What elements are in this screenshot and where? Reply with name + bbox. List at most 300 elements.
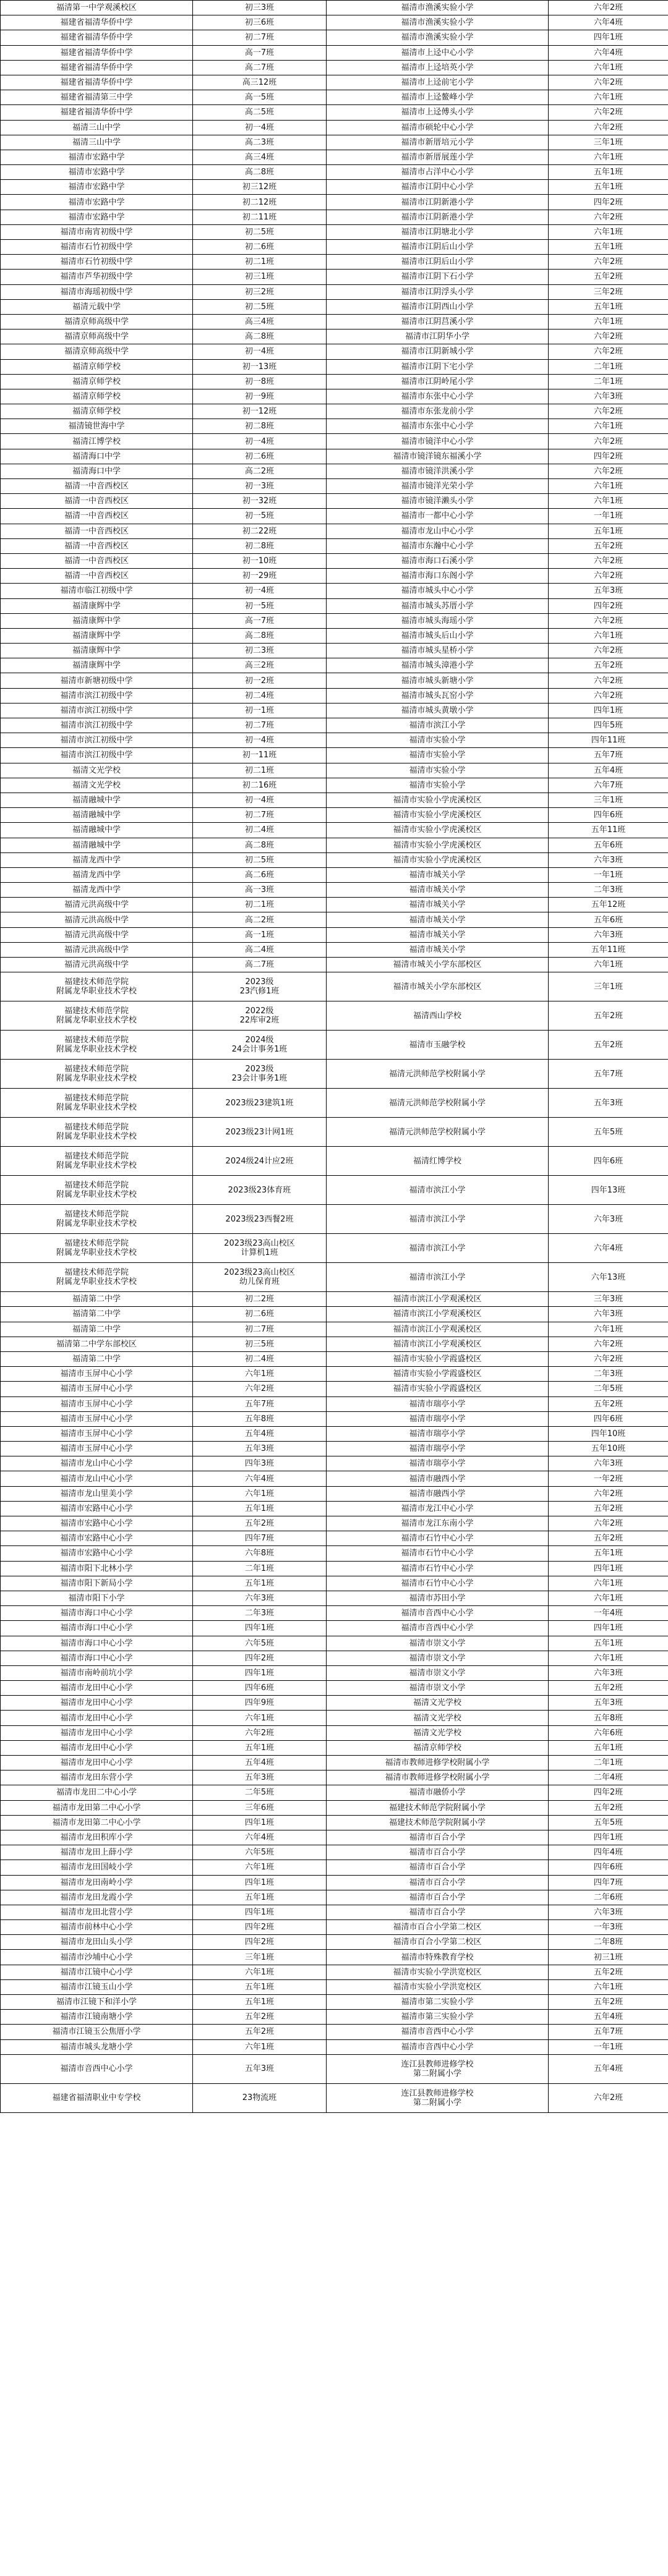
class-right-cell: 一年2班 [549, 1471, 668, 1486]
table-row [1, 1651, 668, 1665]
school-left-cell: 福清市龙田中心小学 [1, 1696, 193, 1711]
class-right-cell: 二年1班 [549, 1756, 668, 1770]
class-right-cell: 四年13班 [549, 1176, 668, 1205]
school-left-cell: 福清元载中学 [1, 299, 193, 314]
school-right-cell: 福清市上迳傅头小学 [327, 105, 549, 120]
school-right-cell: 福清市龙江东南小学 [327, 1516, 549, 1531]
school-right-cell: 福清市滨江小学 [327, 1176, 549, 1205]
school-right-cell: 福清市城关小学东部校区 [327, 972, 549, 1001]
school-right-cell: 福清市石竹中心小学 [327, 1546, 549, 1561]
class-right-cell: 五年6班 [549, 912, 668, 927]
table-row [1, 255, 668, 270]
table-row [1, 449, 668, 464]
class-left-cell: 六年1班 [193, 1367, 327, 1382]
table-row [1, 1292, 668, 1307]
table-row [1, 1965, 668, 1979]
table-row [1, 673, 668, 688]
table-row [1, 60, 668, 75]
table-row [1, 972, 668, 1001]
class-left-cell: 初一4班 [193, 733, 327, 748]
school-left-cell: 福清市龙田中心小学 [1, 1681, 193, 1696]
school-left-cell: 福建技术师范学院 附属龙华职业技术学校 [1, 1118, 193, 1147]
school-left-cell: 福清融城中学 [1, 823, 193, 838]
class-right-cell: 六年2班 [549, 553, 668, 568]
table-row [1, 1875, 668, 1890]
class-right-cell: 二年5班 [549, 1382, 668, 1396]
school-right-cell: 福清市城头海瑶小学 [327, 613, 549, 628]
school-left-cell: 福清市龙田山头小学 [1, 1935, 193, 1950]
school-right-cell: 福清市音西中心小学 [327, 1621, 549, 1636]
school-right-cell: 福清市滨江小学 [327, 1234, 549, 1263]
class-right-cell: 六年1班 [549, 1591, 668, 1605]
class-left-cell: 初二2班 [193, 1292, 327, 1307]
school-right-cell: 福清市新厝培元小学 [327, 135, 549, 150]
class-right-cell: 五年11班 [549, 823, 668, 838]
school-right-cell: 福清市实验小学虎溪校区 [327, 808, 549, 823]
table-row [1, 2083, 668, 2112]
class-left-cell: 六年4班 [193, 1471, 327, 1486]
class-right-cell: 二年8班 [549, 1935, 668, 1950]
table-row [1, 494, 668, 509]
class-left-cell: 初二6班 [193, 1307, 327, 1322]
school-left-cell: 福清市前林中心小学 [1, 1920, 193, 1935]
school-left-cell: 福清市宏路中心小学 [1, 1501, 193, 1516]
school-right-cell: 福清市城关小学 [327, 898, 549, 912]
class-left-cell: 初二22班 [193, 524, 327, 538]
class-left-cell: 五年1班 [193, 1995, 327, 2010]
class-left-cell: 四年1班 [193, 1815, 327, 1830]
class-right-cell: 六年2班 [549, 255, 668, 270]
school-left-cell: 福清市石竹初级中学 [1, 255, 193, 270]
class-right-cell: 六年7班 [549, 778, 668, 793]
class-left-cell: 五年1班 [193, 1890, 327, 1905]
table-row [1, 1890, 668, 1905]
class-left-cell: 2023级 23会计事务1班 [193, 1060, 327, 1089]
school-right-cell: 福清市滨江小学观溪校区 [327, 1292, 549, 1307]
school-left-cell: 福清康辉中学 [1, 658, 193, 673]
table-body [1, 1, 668, 2113]
class-right-cell: 六年1班 [549, 628, 668, 643]
class-right-cell: 六年2班 [549, 75, 668, 90]
class-left-cell: 五年3班 [193, 1770, 327, 1785]
class-right-cell: 五年2班 [549, 1531, 668, 1546]
table-row [1, 404, 668, 419]
table-row [1, 1815, 668, 1830]
class-right-cell: 五年1班 [549, 165, 668, 180]
table-row [1, 748, 668, 763]
school-right-cell: 福清市一都中心小学 [327, 509, 549, 524]
table-row [1, 703, 668, 718]
class-right-cell: 六年2班 [549, 434, 668, 449]
class-right-cell: 二年3班 [549, 883, 668, 898]
class-left-cell: 高二8班 [193, 628, 327, 643]
school-left-cell: 福清融城中学 [1, 793, 193, 807]
class-left-cell: 初一11班 [193, 748, 327, 763]
class-left-cell: 五年4班 [193, 1756, 327, 1770]
school-left-cell: 福清市玉屏中心小学 [1, 1411, 193, 1426]
school-right-cell: 福清市崇文小学 [327, 1651, 549, 1665]
school-left-cell: 福清市新塘初级中学 [1, 673, 193, 688]
school-left-cell: 福清元洪高级中学 [1, 942, 193, 957]
class-left-cell: 六年8班 [193, 1546, 327, 1561]
class-right-cell: 五年1班 [549, 240, 668, 255]
table-row [1, 867, 668, 882]
class-right-cell: 六年3班 [549, 1456, 668, 1471]
class-right-cell: 六年4班 [549, 1234, 668, 1263]
table-row [1, 389, 668, 404]
class-right-cell: 三年1班 [549, 972, 668, 1001]
class-left-cell: 五年4班 [193, 1426, 327, 1441]
class-left-cell: 高二8班 [193, 838, 327, 852]
table-row [1, 1950, 668, 1965]
school-right-cell: 福清市音西中心小学 [327, 1606, 549, 1621]
table-row [1, 688, 668, 703]
school-right-cell: 福清市渔溪实验小学 [327, 15, 549, 30]
school-left-cell: 福清文光学校 [1, 778, 193, 793]
table-row [1, 1205, 668, 1234]
school-left-cell: 福清京师高级中学 [1, 329, 193, 344]
class-left-cell: 四年1班 [193, 1665, 327, 1680]
school-left-cell: 福清京师学校 [1, 389, 193, 404]
class-right-cell: 六年1班 [549, 60, 668, 75]
class-left-cell: 初一1班 [193, 703, 327, 718]
school-right-cell: 福清市百合小学 [327, 1860, 549, 1875]
class-right-cell: 五年1班 [549, 299, 668, 314]
class-left-cell: 初三1班 [193, 270, 327, 284]
school-right-cell: 福清市江阴后山小学 [327, 255, 549, 270]
class-right-cell: 五年11班 [549, 942, 668, 957]
class-right-cell: 六年2班 [549, 569, 668, 584]
school-right-cell: 福清文光学校 [327, 1711, 549, 1725]
class-right-cell: 六年1班 [549, 1322, 668, 1337]
school-right-cell: 福清市江阴莒溪小学 [327, 314, 549, 329]
school-left-cell: 福建技术师范学院 附属龙华职业技术学校 [1, 1205, 193, 1234]
table-row [1, 1830, 668, 1845]
school-right-cell: 福清市特殊教育学校 [327, 1950, 549, 1965]
table-row [1, 2025, 668, 2039]
class-right-cell: 一年4班 [549, 1606, 668, 1621]
class-left-cell: 初二6班 [193, 240, 327, 255]
class-right-cell: 五年5班 [549, 1815, 668, 1830]
class-right-cell: 六年2班 [549, 329, 668, 344]
school-right-cell: 福清红博学校 [327, 1147, 549, 1176]
school-left-cell: 福清市龙田南岭小学 [1, 1875, 193, 1890]
table-row [1, 718, 668, 733]
school-left-cell: 福建技术师范学院 附属龙华职业技术学校 [1, 1089, 193, 1118]
table-row [1, 823, 668, 838]
class-left-cell: 二年5班 [193, 1785, 327, 1800]
class-right-cell: 五年2班 [549, 1800, 668, 1815]
table-row [1, 1905, 668, 1919]
school-left-cell: 福清市宏路中心小学 [1, 1546, 193, 1561]
school-left-cell: 福清市龙田第二中心小学 [1, 1800, 193, 1815]
class-right-cell: 三年1班 [549, 793, 668, 807]
class-right-cell: 四年1班 [549, 1830, 668, 1845]
class-left-cell: 五年1班 [193, 1979, 327, 1994]
table-row [1, 1740, 668, 1755]
class-right-cell: 六年4班 [549, 15, 668, 30]
class-right-cell: 六年1班 [549, 90, 668, 105]
class-left-cell: 初二4班 [193, 1351, 327, 1366]
class-left-cell: 高二3班 [193, 135, 327, 150]
class-left-cell: 六年1班 [193, 2039, 327, 2054]
school-left-cell: 福清京师学校 [1, 374, 193, 389]
school-right-cell: 福清市石竹中心小学 [327, 1531, 549, 1546]
class-right-cell: 五年2班 [549, 1965, 668, 1979]
table-row [1, 359, 668, 374]
class-left-cell: 初一9班 [193, 389, 327, 404]
class-right-cell: 六年2班 [549, 344, 668, 359]
class-left-cell: 四年3班 [193, 1456, 327, 1471]
school-right-cell: 福建技术师范学院附属小学 [327, 1800, 549, 1815]
table-row [1, 1665, 668, 1680]
school-right-cell: 福清市实验小学虎溪校区 [327, 823, 549, 838]
school-right-cell: 福清市江阴新城小学 [327, 344, 549, 359]
class-right-cell: 六年1班 [549, 479, 668, 494]
school-left-cell: 福清市江镜南塘小学 [1, 2010, 193, 2025]
class-right-cell: 五年4班 [549, 763, 668, 778]
school-left-cell: 福清元洪高级中学 [1, 958, 193, 972]
school-right-cell: 福建技术师范学院附属小学 [327, 1815, 549, 1830]
class-right-cell: 五年3班 [549, 584, 668, 598]
class-right-cell: 五年10班 [549, 1442, 668, 1456]
table-row [1, 598, 668, 613]
class-right-cell: 四年1班 [549, 1561, 668, 1576]
table-row [1, 1382, 668, 1396]
school-left-cell: 福清市龙田中心小学 [1, 1725, 193, 1740]
school-left-cell: 福清市海口中心小学 [1, 1651, 193, 1665]
class-left-cell: 初一4班 [193, 793, 327, 807]
school-left-cell: 福建技术师范学院 附属龙华职业技术学校 [1, 1060, 193, 1089]
school-right-cell: 福清市镜洋洪溪小学 [327, 464, 549, 478]
class-right-cell: 五年1班 [549, 180, 668, 195]
class-right-cell: 三年3班 [549, 1292, 668, 1307]
school-left-cell: 福建省福清华侨中学 [1, 30, 193, 45]
school-left-cell: 福清一中音西校区 [1, 479, 193, 494]
table-row [1, 210, 668, 224]
school-right-cell: 连江县教师进修学校 第二附属小学 [327, 2083, 549, 2112]
school-right-cell: 福清市江阴后山小学 [327, 240, 549, 255]
class-left-cell: 四年2班 [193, 1935, 327, 1950]
class-right-cell: 五年7班 [549, 748, 668, 763]
class-left-cell: 二年3班 [193, 1606, 327, 1621]
table-row [1, 1636, 668, 1651]
school-left-cell: 福建技术师范学院 附属龙华职业技术学校 [1, 1176, 193, 1205]
table-row [1, 584, 668, 598]
school-right-cell: 福清元洪师范学校附属小学 [327, 1060, 549, 1089]
school-right-cell: 福清市东张中心小学 [327, 389, 549, 404]
class-left-cell: 初二7班 [193, 718, 327, 733]
class-left-cell: 初一5班 [193, 598, 327, 613]
school-right-cell: 福清市百合小学 [327, 1845, 549, 1860]
school-right-cell: 福清市瑞亭小学 [327, 1456, 549, 1471]
class-left-cell: 初一32班 [193, 494, 327, 509]
table-row [1, 464, 668, 478]
school-right-cell: 福清市城头瓦窑小学 [327, 688, 549, 703]
class-right-cell: 二年1班 [549, 374, 668, 389]
table-row [1, 1725, 668, 1740]
school-left-cell: 福清市龙田二中心小学 [1, 1785, 193, 1800]
school-right-cell: 福清市实验小学虎溪校区 [327, 838, 549, 852]
class-left-cell: 六年2班 [193, 1382, 327, 1396]
class-right-cell: 四年6班 [549, 1147, 668, 1176]
school-left-cell: 福清市滨江初级中学 [1, 748, 193, 763]
table-row [1, 852, 668, 867]
table-row [1, 1546, 668, 1561]
school-right-cell: 福清市江阴下宅小学 [327, 359, 549, 374]
school-right-cell: 福清市滨江小学 [327, 1205, 549, 1234]
class-right-cell: 五年2班 [549, 1031, 668, 1060]
school-left-cell: 福清市滨江初级中学 [1, 718, 193, 733]
school-right-cell: 福清市城关小学东部校区 [327, 958, 549, 972]
school-left-cell: 福清镜世海中学 [1, 419, 193, 434]
class-right-cell: 五年2班 [549, 538, 668, 553]
class-right-cell: 五年8班 [549, 1711, 668, 1725]
class-left-cell: 三年6班 [193, 1800, 327, 1815]
class-left-cell: 初一13班 [193, 359, 327, 374]
school-right-cell: 福清市江阴岭尾小学 [327, 374, 549, 389]
class-right-cell: 六年2班 [549, 1, 668, 15]
school-right-cell: 福清市城关小学 [327, 867, 549, 882]
school-right-cell: 福清市实验小学霞盛校区 [327, 1367, 549, 1382]
table-row [1, 195, 668, 210]
class-left-cell: 2023级23西餐2班 [193, 1205, 327, 1234]
school-right-cell: 福清市城关小学 [327, 942, 549, 957]
school-right-cell: 福清市瑞亭小学 [327, 1411, 549, 1426]
school-left-cell: 福清市阳下小学 [1, 1591, 193, 1605]
class-left-cell: 初二1班 [193, 898, 327, 912]
school-left-cell: 福清第二中学东部校区 [1, 1337, 193, 1351]
table-row [1, 344, 668, 359]
table-row [1, 509, 668, 524]
class-left-cell: 2023级23高山校区 计算机1班 [193, 1234, 327, 1263]
table-row [1, 1471, 668, 1486]
school-left-cell: 福清第一中学观溪校区 [1, 1, 193, 15]
school-right-cell: 福清市城关小学 [327, 912, 549, 927]
class-left-cell: 初一2班 [193, 673, 327, 688]
school-left-cell: 福清元洪高级中学 [1, 927, 193, 942]
school-left-cell: 福建技术师范学院 附属龙华职业技术学校 [1, 1147, 193, 1176]
class-right-cell: 五年2班 [549, 1681, 668, 1696]
table-row [1, 1147, 668, 1176]
school-right-cell: 福清市瑞亭小学 [327, 1442, 549, 1456]
class-right-cell: 四年6班 [549, 1860, 668, 1875]
table-row [1, 1486, 668, 1501]
table-row [1, 1561, 668, 1576]
school-right-cell: 福清市江阴浮头小学 [327, 284, 549, 299]
school-left-cell: 福清海口中学 [1, 449, 193, 464]
table-row [1, 942, 668, 957]
table-row [1, 270, 668, 284]
class-right-cell: 四年4班 [549, 1845, 668, 1860]
school-right-cell: 福清市上迳培英小学 [327, 60, 549, 75]
table-row [1, 284, 668, 299]
class-right-cell: 六年1班 [549, 314, 668, 329]
school-right-cell: 福清市硕轮中心小学 [327, 120, 549, 135]
school-right-cell: 福清市江阴西山小学 [327, 299, 549, 314]
school-right-cell: 福清市第二实验小学 [327, 1995, 549, 2010]
school-left-cell: 福清市滨江初级中学 [1, 703, 193, 718]
class-right-cell: 六年3班 [549, 852, 668, 867]
class-left-cell: 六年1班 [193, 1860, 327, 1875]
table-row [1, 135, 668, 150]
class-left-cell: 初二11班 [193, 210, 327, 224]
class-right-cell: 四年2班 [549, 195, 668, 210]
class-left-cell: 五年2班 [193, 2010, 327, 2025]
class-right-cell: 三年2班 [549, 284, 668, 299]
school-right-cell: 福清市实验小学洪宽校区 [327, 1965, 549, 1979]
school-right-cell: 福清市上迳前宅小学 [327, 75, 549, 90]
class-right-cell: 四年7班 [549, 1875, 668, 1890]
school-left-cell: 福清市龙山中心小学 [1, 1456, 193, 1471]
class-left-cell: 五年3班 [193, 2054, 327, 2083]
class-right-cell: 五年2班 [549, 1501, 668, 1516]
class-right-cell: 二年6班 [549, 1890, 668, 1905]
school-left-cell: 福清市海口中心小学 [1, 1606, 193, 1621]
class-right-cell: 六年1班 [549, 1651, 668, 1665]
school-right-cell: 福清市城头苏厝小学 [327, 598, 549, 613]
school-right-cell: 福清市城关小学 [327, 927, 549, 942]
table-row [1, 1411, 668, 1426]
school-right-cell: 福清市东张龙前小学 [327, 404, 549, 419]
school-left-cell: 福清市龙田第二中心小学 [1, 1815, 193, 1830]
table-row [1, 1696, 668, 1711]
table-row [1, 15, 668, 30]
school-left-cell: 福清市阳下新局小学 [1, 1576, 193, 1591]
school-left-cell: 福清三山中学 [1, 135, 193, 150]
table-row [1, 30, 668, 45]
table-row [1, 1995, 668, 2010]
class-right-cell: 六年2班 [549, 210, 668, 224]
school-right-cell: 福清市新厝展莲小学 [327, 150, 549, 164]
class-left-cell: 五年2班 [193, 2025, 327, 2039]
school-left-cell: 福清市玉屏中心小学 [1, 1396, 193, 1411]
class-right-cell: 五年4班 [549, 2054, 668, 2083]
school-right-cell: 福清市镜洋中心小学 [327, 434, 549, 449]
school-right-cell: 福清市渔溪实验小学 [327, 30, 549, 45]
table-row [1, 1785, 668, 1800]
class-right-cell: 四年1班 [549, 703, 668, 718]
school-right-cell: 福清文光学校 [327, 1696, 549, 1711]
class-left-cell: 高一1班 [193, 927, 327, 942]
school-left-cell: 福清元洪高级中学 [1, 912, 193, 927]
school-left-cell: 福清康辉中学 [1, 644, 193, 658]
table-row [1, 958, 668, 972]
class-left-cell: 初三5班 [193, 1337, 327, 1351]
school-right-cell: 福清市瑞亭小学 [327, 1396, 549, 1411]
school-left-cell: 福清龙西中学 [1, 883, 193, 898]
school-right-cell: 福清市融西小学 [327, 1471, 549, 1486]
school-left-cell: 福清市南宵初级中学 [1, 224, 193, 239]
table-row [1, 628, 668, 643]
table-row [1, 927, 668, 942]
class-left-cell: 五年2班 [193, 1516, 327, 1531]
school-right-cell: 福清市百合小学第二校区 [327, 1935, 549, 1950]
school-right-cell: 福清市城头新塘小学 [327, 673, 549, 688]
school-left-cell: 福清京师高级中学 [1, 314, 193, 329]
class-left-cell: 高三2班 [193, 658, 327, 673]
class-right-cell: 六年2班 [549, 613, 668, 628]
school-left-cell: 福清一中音西校区 [1, 524, 193, 538]
class-left-cell: 四年2班 [193, 1920, 327, 1935]
class-right-cell: 四年6班 [549, 1411, 668, 1426]
class-left-cell: 初一4班 [193, 120, 327, 135]
class-left-cell: 高一7班 [193, 613, 327, 628]
school-right-cell: 福清市融西小学 [327, 1486, 549, 1501]
school-left-cell: 福清市海口中心小学 [1, 1621, 193, 1636]
school-right-cell: 福清市玉融学校 [327, 1031, 549, 1060]
class-left-cell: 六年5班 [193, 1636, 327, 1651]
